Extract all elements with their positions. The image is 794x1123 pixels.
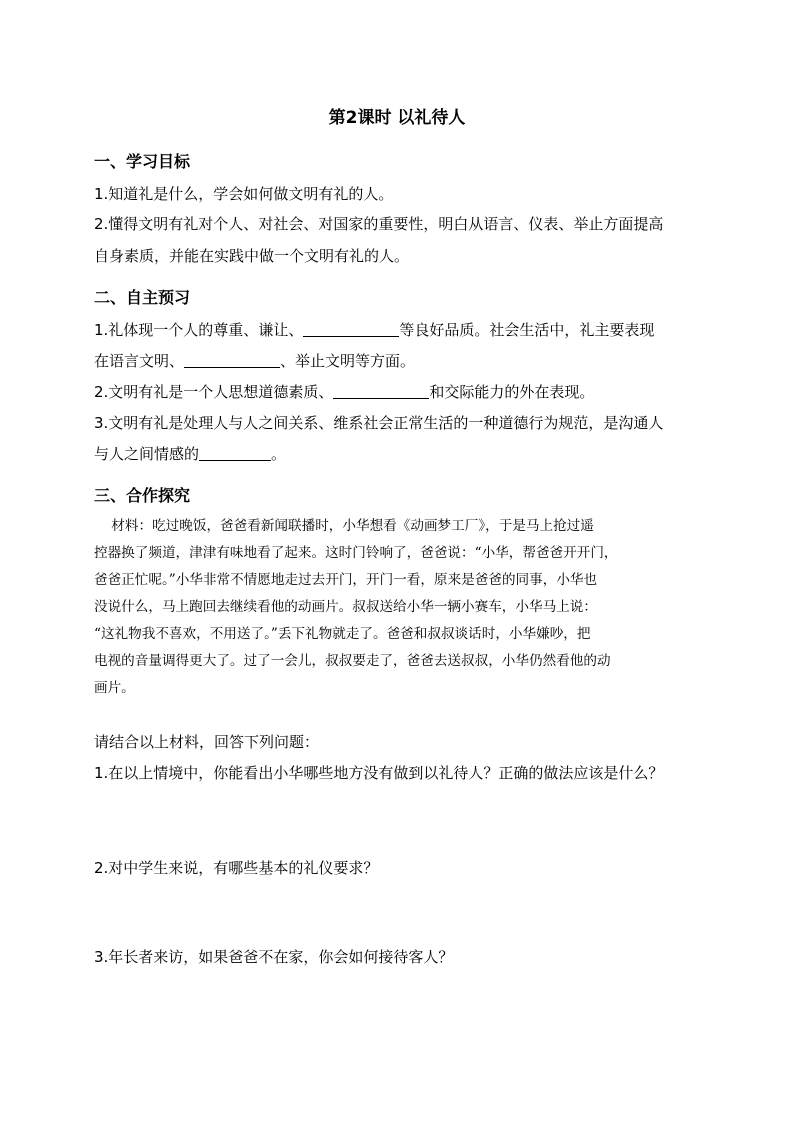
section-heading-learning-goals: 一、学习目标	[94, 152, 191, 171]
section-heading-preview: 二、自主预习	[94, 288, 191, 307]
material-line-4: 没说什么，马上跑回去继续看他的动画片。叔叔送给小华一辆小赛车，小华马上说：	[94, 599, 597, 615]
goal-item-1: 1.知道礼是什么，学会如何做文明有礼的人。	[94, 185, 394, 203]
fill-blank-2[interactable]	[184, 353, 280, 368]
preview-question-3-line-1: 3.文明有礼是处理人与人之间关系、维系社会正常生活的一种道德行为规范，是沟通人	[94, 414, 664, 432]
preview-q3-text-a: 与人之间情感的	[94, 445, 200, 463]
material-line-2: 控器换了频道，津津有味地看了起来。这时门铃响了，爸爸说：“小华，帮爸爸开开门，	[94, 545, 618, 561]
preview-question-1-line-2	[94, 350, 415, 371]
inquiry-question-2: 2.对中学生来说，有哪些基本的礼仪要求？	[94, 859, 379, 877]
preview-q1-text-d: 、举止文明等方面。	[280, 352, 416, 370]
preview-q1-text-b: 等良好品质。社会生活中，礼主要表现	[399, 321, 655, 339]
preview-question-1-line-1	[94, 319, 654, 340]
fill-blank-3[interactable]	[333, 384, 429, 399]
inquiry-question-1: 1.在以上情境中，你能看出小华哪些地方没有做到以礼待人？正确的做法应该是什么？	[94, 764, 664, 782]
material-line-6: 电视的音量调得更大了。过了一会儿，叔叔要走了，爸爸去送叔叔，小华仍然看他的动	[94, 653, 611, 669]
preview-q1-text-c: 在语言文明、	[94, 352, 185, 370]
material-line-5: “这礼物我不喜欢，不用送了。”丢下礼物就走了。爸爸和叔叔谈话时，小华嫌吵，把	[94, 626, 591, 642]
goal-item-2-line-2: 自身素质，并能在实践中做一个文明有礼的人。	[94, 247, 410, 265]
fill-blank-1[interactable]	[303, 322, 399, 337]
preview-question-3-line-2	[94, 443, 286, 464]
material-line-7: 画片。	[94, 680, 135, 696]
material-line-1: 材料：吃过晚饭，爸爸看新闻联播时，小华想看《动画梦工厂》，于是马上抢过遥	[94, 518, 594, 534]
material-line-3: 爸爸正忙呢。”小华非常不情愿地走过去开门，开门一看，原来是爸爸的同事，小华也	[94, 572, 598, 588]
preview-question-2	[94, 381, 594, 402]
answer-prompt: 请结合以上材料，回答下列问题：	[94, 733, 320, 751]
section-heading-cooperative-inquiry: 三、合作探究	[94, 486, 191, 505]
fill-blank-4[interactable]	[199, 446, 271, 461]
preview-q1-text-a: 1.礼体现一个人的尊重、谦让、	[94, 321, 304, 339]
preview-q2-text-a: 2.文明有礼是一个人思想道德素质、	[94, 383, 334, 401]
page-title: 第2课时 以礼待人	[328, 108, 466, 128]
goal-item-2-line-1: 2.懂得文明有礼对个人、对社会、对国家的重要性，明白从语言、仪表、举止方面提高	[94, 215, 664, 233]
preview-q2-text-b: 和交际能力的外在表现。	[429, 383, 595, 401]
preview-q3-text-b: 。	[271, 445, 287, 463]
inquiry-question-3: 3.年长者来访，如果爸爸不在家，你会如何接待客人？	[94, 948, 454, 966]
